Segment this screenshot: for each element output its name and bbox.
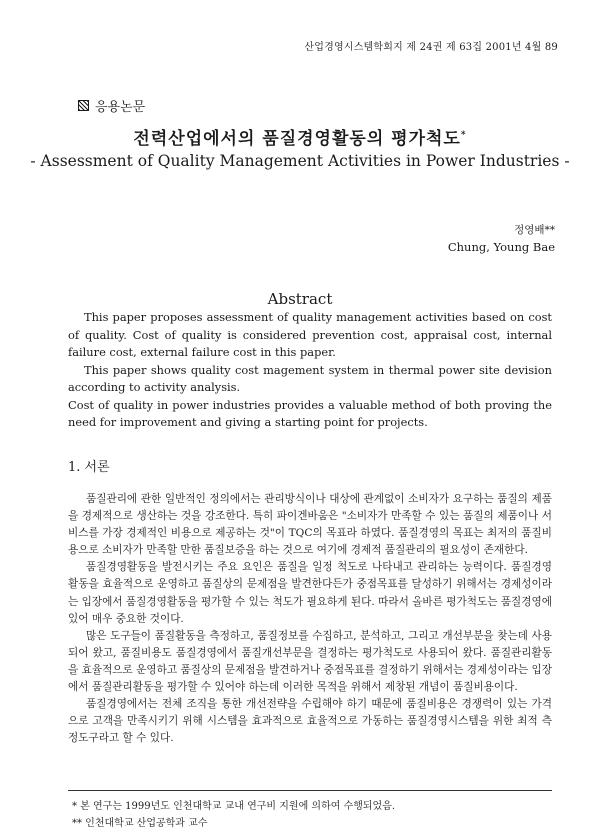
body-paragraph: 품질경영에서는 전체 조직을 통한 개선전략을 수립해야 하기 때문에 품질비용은 경쟁력이 있는 가격으로 고객을 만족시키기 위해 시스템을 효과적으로 효율적으로 가동하는 품질경영시스템을 위한 최적 측정도구라고 할 수 있다. <box>68 698 552 745</box>
abstract-paragraph: Cost of quality in power industries provides a valuable method of both proving the need for improvement and giving a starting point for projects. <box>68 397 552 429</box>
body-paragraph: 많은 도구들이 품질활동을 측정하고, 품질정보를 수집하고, 분석하고, 그리고 개선부분을 찾는데 사용되어 왔고, 품질비용도 품질경영에서 품질개선부문을 결정하는 평가척도로 사용되어 왔다. 품질관리활동을 효율적으로 운영하고 품질상의 문제점을 발견하거나 중점목표를 결정하기 위해서는 경제성이라는 입장에서 품질관리활동을 평가할 수 있어야 하는데 이러한 목적을 위해서 제창된 개념이 품질비용이다. <box>68 629 552 694</box>
body-text <box>68 491 552 747</box>
abstract-heading: Abstract <box>267 290 333 308</box>
abstract-paragraph: This paper shows quality cost magement system in thermal power site devision according to activity analysis. <box>68 362 552 394</box>
section-tag <box>78 96 145 115</box>
footnote-divider <box>68 790 552 791</box>
section-heading: 1. 서론 <box>68 460 110 475</box>
abstract-paragraph: This paper proposes assessment of quality management activities based on cost of quality. Cost of quality is considered prevention cost, appraisal cost, internal failure cost, external failure cost in this paper. <box>68 310 552 359</box>
author-korean: 정영배** <box>514 224 555 236</box>
footnotes <box>72 798 395 832</box>
footnote: * 본 연구는 1999년도 인천대학교 교내 연구비 지원에 의하여 수행되었음. <box>72 801 396 812</box>
footnote: ** 인천대학교 산업공학과 교수 <box>72 818 208 829</box>
abstract-body <box>68 309 552 432</box>
body-paragraph: 품질관리에 관한 일반적인 정의에서는 관리방식이나 대상에 관계없이 소비자가 요구하는 품질의 제품을 경제적으로 생산하는 것을 강조한다. 특히 파이겐바움은 "소비자가 만족할 수 있는 품질의 제품이나 서비스를 가장 경제적인 비용으로 제공하는 것"이 TQC의 목표라 하였다. 품질경영의 목표는 최저의 품질비용으로 소비자가 만족할 만한 품질보증을 하는 것으로 여기에 경제적 품질관리의 필요성이 존재한다. <box>68 493 552 557</box>
title-korean <box>0 124 600 149</box>
running-header: 산업경영시스템학회지 제 24권 제 63집 2001년 4월 89 <box>304 42 558 53</box>
title-korean-text: 전력산업에서의 품질경영활동의 평가척도 <box>133 129 461 149</box>
title-footnote-mark: * <box>460 130 467 141</box>
author-english: Chung, Young Bae <box>447 240 555 254</box>
body-paragraph: 품질경영활동을 발전시키는 주요 요인은 품질을 일정 척도로 나타내고 관리하는 능력이다. 품질경영활동을 효율적으로 운영하고 품질상의 문제점을 발견한다든가 중점목표를 달성하기 위해서는 경제성이라는 입장에서 품질경영활동을 평가할 수 있는 척도가 필요하게 된다. 따라서 올바른 평가척도는 품질경영에 있어 매우 중요한 것이다. <box>68 561 552 625</box>
section-tag-label: 응용논문 <box>95 100 146 115</box>
hatched-square-icon <box>78 100 89 111</box>
title-english: - Assessment of Quality Management Activities in Power Industries - <box>30 152 570 170</box>
